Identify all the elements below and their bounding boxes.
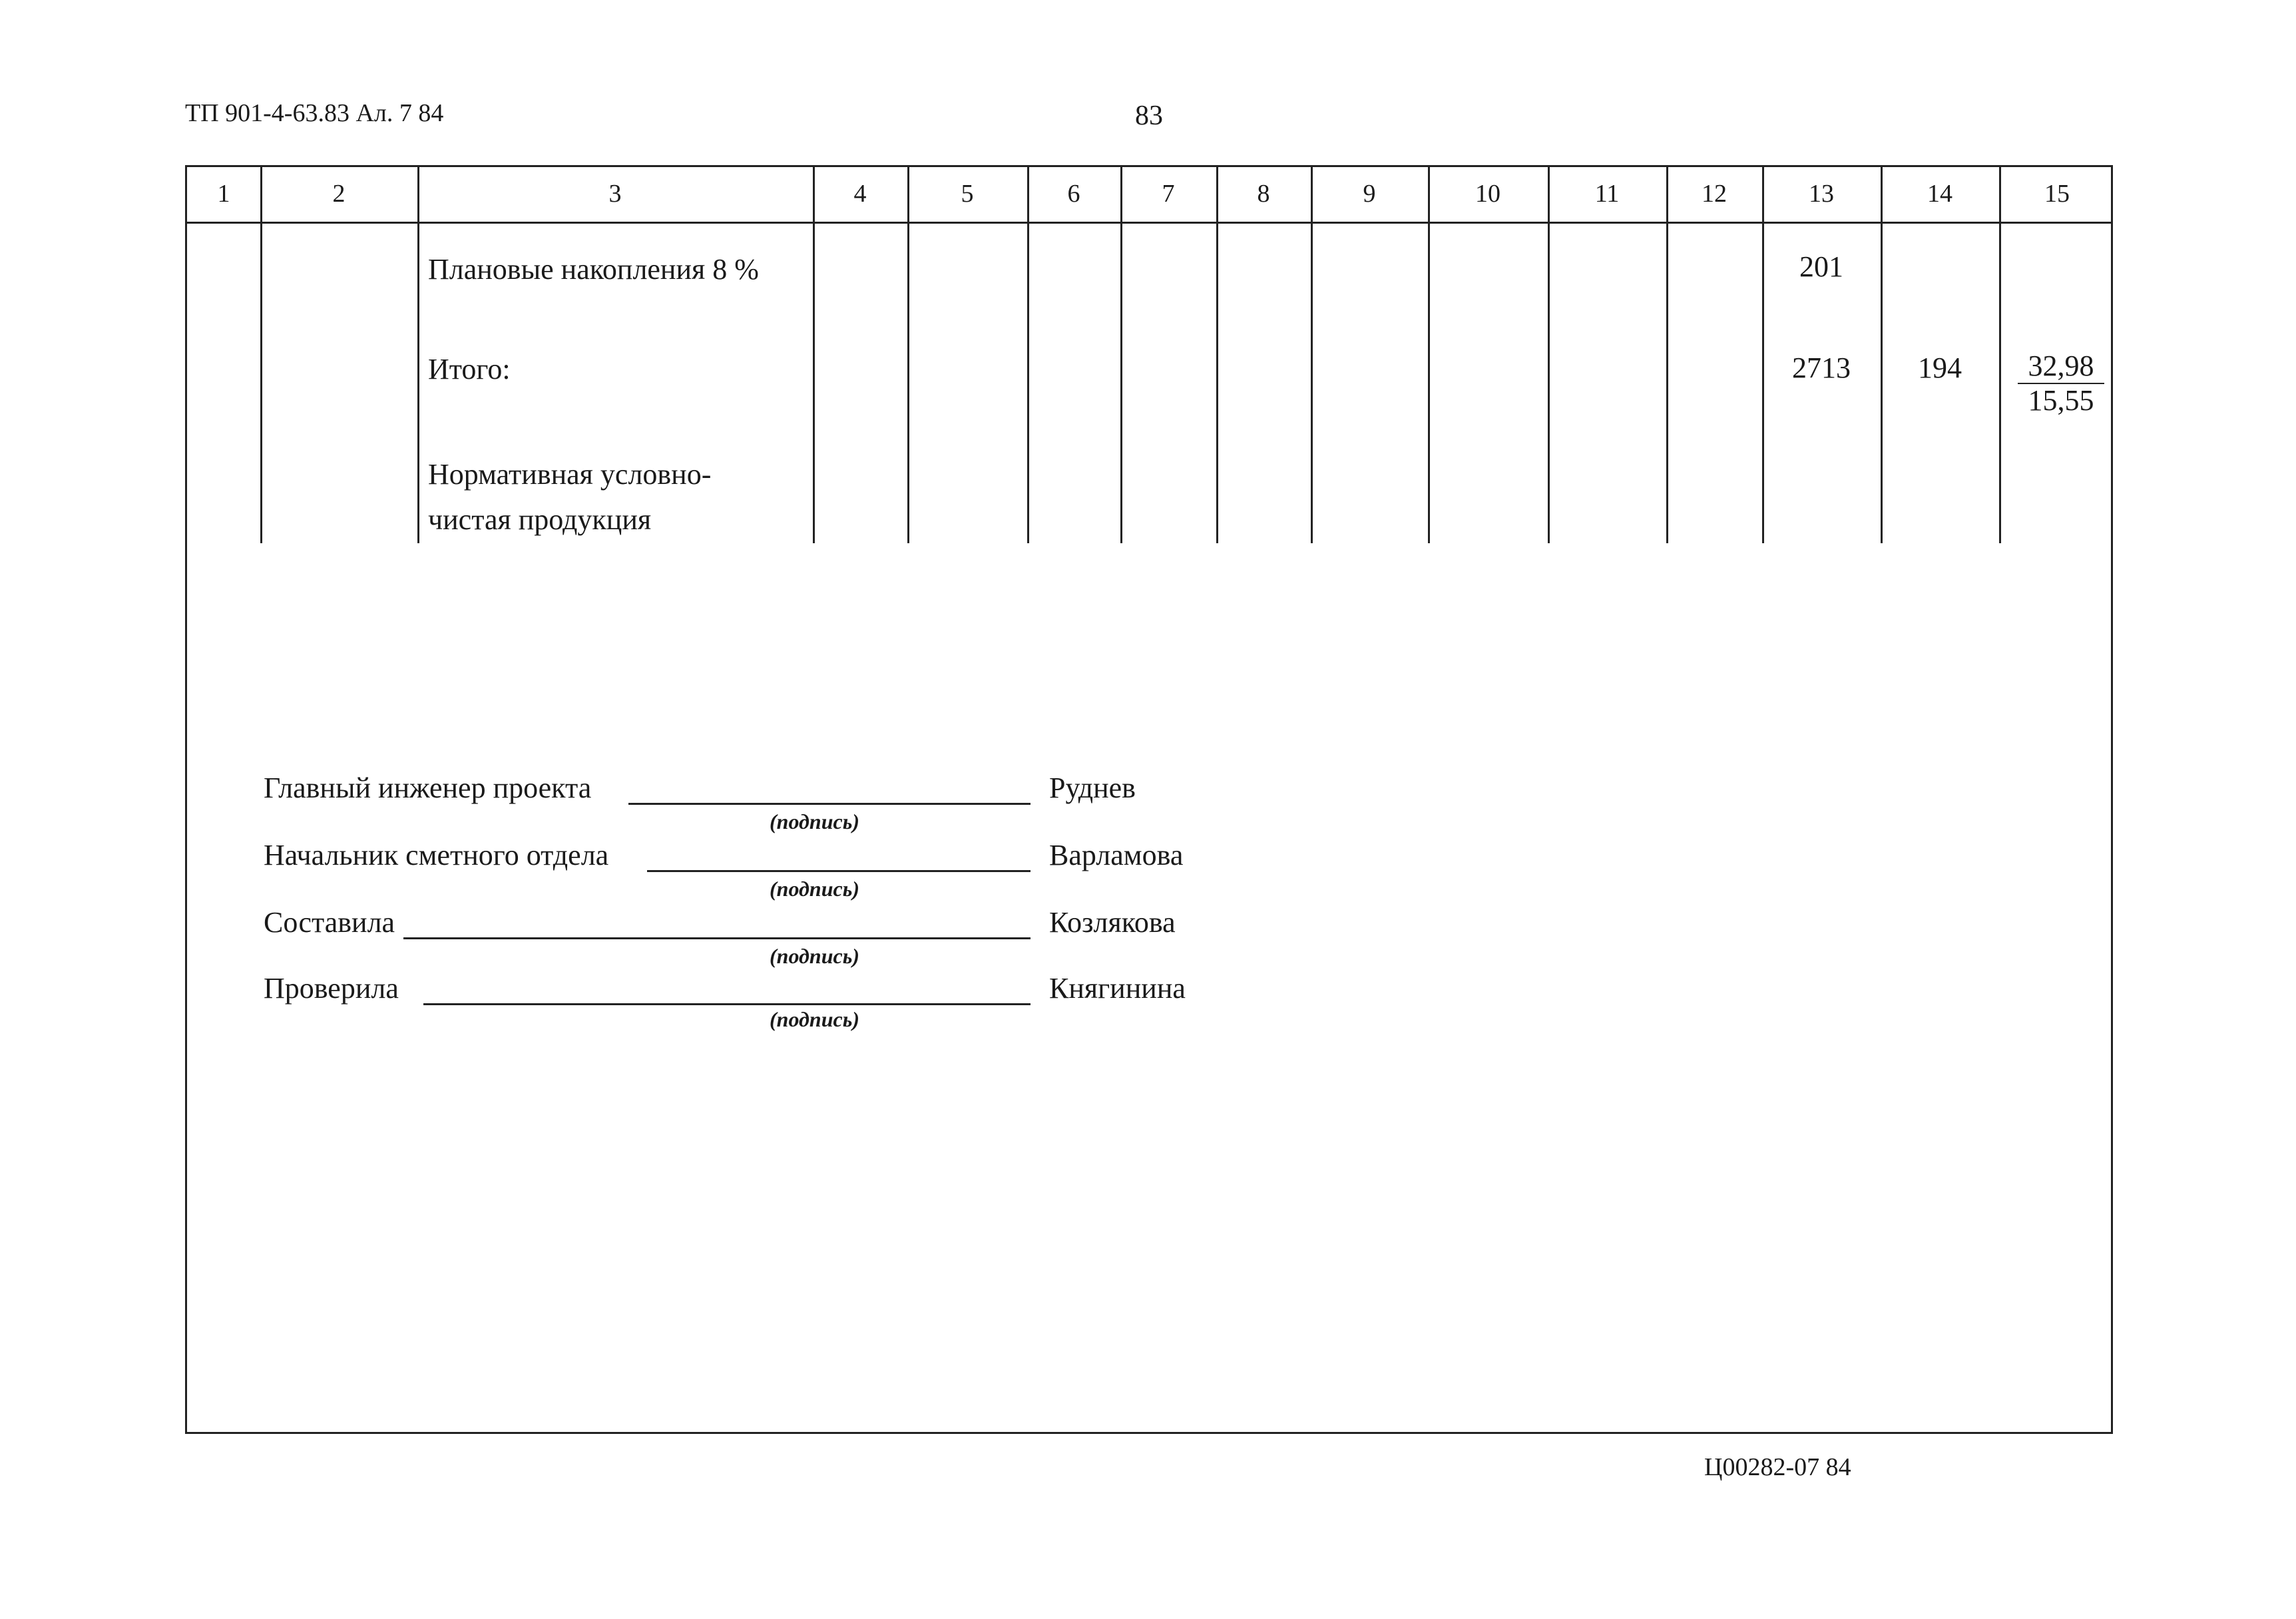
signature-caption: (подпись)	[770, 810, 859, 833]
col-num-1: 1	[217, 180, 230, 208]
signature-line	[628, 803, 1031, 805]
col-divider	[260, 167, 262, 543]
row-label-planned-savings: Плановые накопления 8 %	[428, 253, 759, 286]
signature-name-chief-engineer: Руднев	[1049, 772, 1136, 804]
document-code: ТП 901-4-63.83 Ал. 7 84	[185, 99, 444, 127]
col-divider	[1999, 167, 2001, 543]
col-divider	[1548, 167, 1550, 543]
col-num-11: 11	[1594, 180, 1620, 208]
col-divider	[1666, 167, 1668, 543]
col-num-4: 4	[853, 180, 867, 208]
col-num-3: 3	[608, 180, 622, 208]
col-divider	[1120, 167, 1122, 543]
footer-code: Ц00282-07 84	[1704, 1453, 1851, 1481]
col-divider	[1216, 167, 1218, 543]
signature-role-checked: Проверила	[264, 972, 399, 1005]
signature-name-checked: Княгинина	[1049, 972, 1186, 1005]
signature-role-estimate-head: Начальник сметного отдела	[264, 839, 609, 871]
col-num-9: 9	[1363, 180, 1376, 208]
row2-col14-value: 194	[1918, 351, 1962, 384]
signature-caption: (подпись)	[770, 944, 859, 968]
row2-col13-value: 2713	[1792, 351, 1851, 384]
row2-col15-fraction	[2018, 349, 2104, 417]
col-num-10: 10	[1475, 180, 1500, 208]
col-divider	[813, 167, 815, 543]
row-label-line2: чистая продукция	[428, 503, 652, 536]
signature-line	[423, 1003, 1031, 1005]
signature-caption: (подпись)	[770, 877, 859, 901]
col-num-13: 13	[1809, 180, 1834, 208]
signature-role-compiled: Составила	[264, 906, 395, 939]
signature-caption: (подпись)	[770, 1007, 859, 1031]
col-num-14: 14	[1927, 180, 1952, 208]
col-num-2: 2	[332, 180, 345, 208]
col-num-7: 7	[1162, 180, 1175, 208]
signature-role-chief-engineer: Главный инженер проекта	[264, 772, 592, 804]
col-divider	[1428, 167, 1430, 543]
signature-name-compiled: Козлякова	[1049, 906, 1176, 939]
signature-name-estimate-head: Варламова	[1049, 839, 1184, 871]
row-label-normative-product	[428, 452, 711, 543]
signature-line	[647, 870, 1031, 872]
col-num-5: 5	[961, 180, 974, 208]
col-num-8: 8	[1257, 180, 1270, 208]
col-num-15: 15	[2044, 180, 2070, 208]
col-divider	[417, 167, 419, 543]
row1-col13-value: 201	[1799, 250, 1843, 283]
column-number-row	[187, 167, 2111, 224]
col-divider	[1027, 167, 1029, 543]
fraction-denominator: 15,55	[2028, 384, 2094, 417]
col-divider	[1311, 167, 1313, 543]
page-number: 83	[1135, 101, 1163, 131]
col-divider	[907, 167, 909, 543]
row-label-total: Итого:	[428, 353, 511, 385]
row-label-line1: Нормативная условно-	[428, 458, 712, 491]
col-num-12: 12	[1702, 180, 1727, 208]
signature-line	[403, 937, 1031, 939]
fraction-numerator: 32,98	[2018, 349, 2104, 384]
col-num-6: 6	[1067, 180, 1080, 208]
